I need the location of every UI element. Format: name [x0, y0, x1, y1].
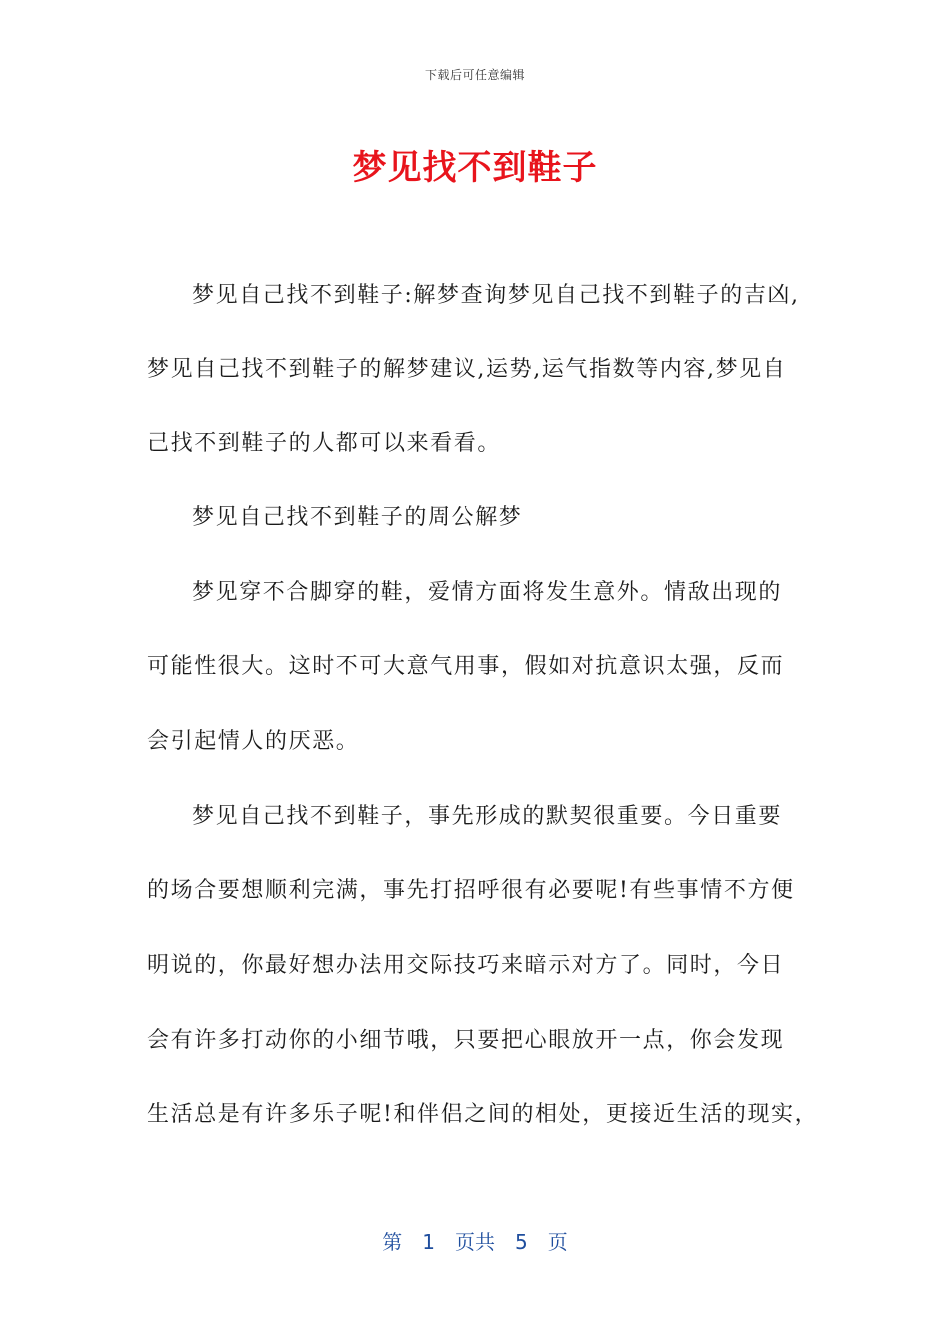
paragraph-line: 梦见自己找不到鞋子，事先形成的默契很重要。今日重要: [192, 804, 783, 829]
paragraph-line: 生活总是有许多乐子呢!和伴侣之间的相处，更接近生活的现实，: [147, 1102, 819, 1127]
section-heading: 梦见自己找不到鞋子的周公解梦: [192, 505, 523, 530]
paragraph-line: 明说的，你最好想办法用交际技巧来暗示对方了。同时，今日: [147, 953, 785, 978]
paragraph-line: 己找不到鞋子的人都可以来看看。: [147, 431, 502, 456]
paragraph-line: 会有许多打动你的小细节哦，只要把心眼放开一点，你会发现: [147, 1028, 785, 1053]
paragraph-line: 可能性很大。这时不可大意气用事，假如对抗意识太强，反而: [147, 654, 785, 679]
paragraph-line: 梦见自己找不到鞋子的解梦建议,运势,运气指数等内容,梦见自: [147, 357, 787, 382]
footer-middle: 页共: [455, 1230, 495, 1254]
page-footer: [0, 1226, 950, 1255]
paragraph-line: 会引起情人的厌恶。: [147, 729, 360, 754]
paragraph-line: 的场合要想顺利完满，事先打招呼很有必要呢!有些事情不方便: [147, 878, 795, 903]
paragraph-line: 梦见自己找不到鞋子:解梦查询梦见自己找不到鞋子的吉凶,: [192, 283, 800, 308]
footer-current-page: 1: [422, 1230, 435, 1254]
footer-suffix: 页: [547, 1230, 568, 1254]
paragraph-line: 梦见穿不合脚穿的鞋，爱情方面将发生意外。情敌出现的: [192, 580, 783, 605]
page-header-note: 下载后可任意编辑: [424, 68, 525, 82]
document-title: 梦见找不到鞋子: [352, 148, 598, 188]
footer-prefix: 第: [382, 1230, 403, 1254]
footer-total-pages: 5: [515, 1230, 528, 1254]
